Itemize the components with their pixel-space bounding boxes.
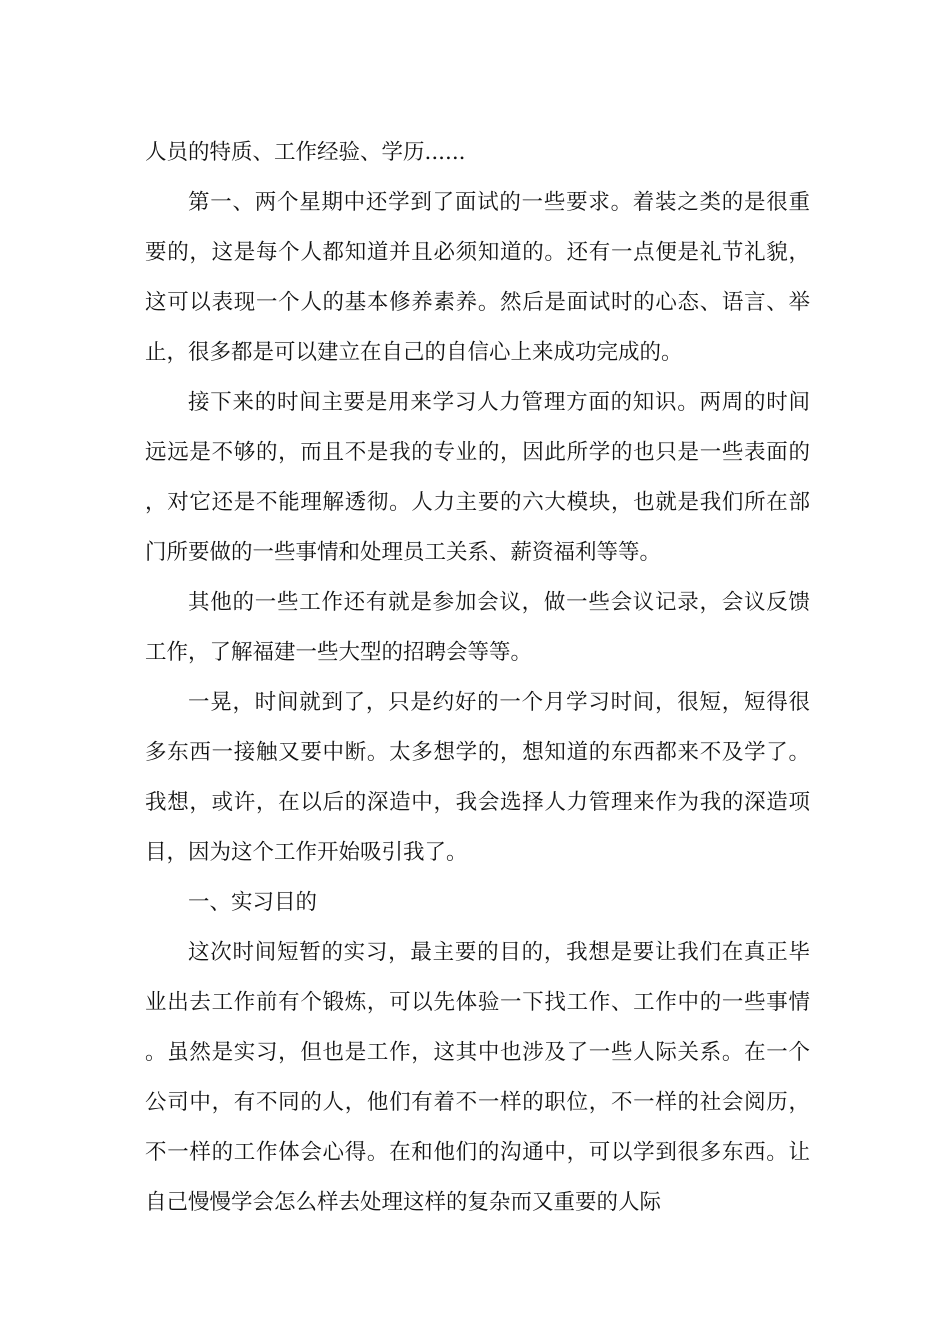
paragraph-4: 其他的一些工作还有就是参加会议，做一些会议记录，会议反馈工作，了解福建一些大型的招聘会等等。	[145, 590, 810, 665]
paragraph-6: 这次时间短暂的实习，最主要的目的，我想是要让我们在真正毕业出去工作前有个锻炼，可以先体验一下找工作、工作中的一些事情。虽然是实习，但也是工作，这其中也涉及了一些人际关系。在一个公司中，有不同的人，他们有着不一样的职位，不一样的社会阅历，不一样的工作体会心得。在和他们的沟通中，可以学到很多东西。让自己慢慢学会怎么样去处理这样的复杂而又重要的人际	[145, 940, 810, 1215]
body-text	[145, 128, 810, 1228]
paragraph-3: 接下来的时间主要是用来学习人力管理方面的知识。两周的时间远远是不够的，而且不是我的专业的，因此所学的也只是一些表面的，对它还是不能理解透彻。人力主要的六大模块，也就是我们所在部门所要做的一些事情和处理员工关系、薪资福利等等。	[145, 390, 810, 565]
paragraph-1: 人员的特质、工作经验、学历......	[145, 140, 466, 165]
paragraph-2: 第一、两个星期中还学到了面试的一些要求。着装之类的是很重要的，这是每个人都知道并且必须知道的。还有一点便是礼节礼貌，这可以表现一个人的基本修养素养。然后是面试时的心态、语言、举止，很多都是可以建立在自己的自信心上来成功完成的。	[145, 190, 810, 365]
paragraph-5: 一晃，时间就到了，只是约好的一个月学习时间，很短，短得很多东西一接触又要中断。太多想学的，想知道的东西都来不及学了。我想，或许，在以后的深造中，我会选择人力管理来作为我的深造项目，因为这个工作开始吸引我了。	[145, 690, 810, 865]
section-heading-internship-purpose: 一、实习目的	[188, 890, 318, 915]
